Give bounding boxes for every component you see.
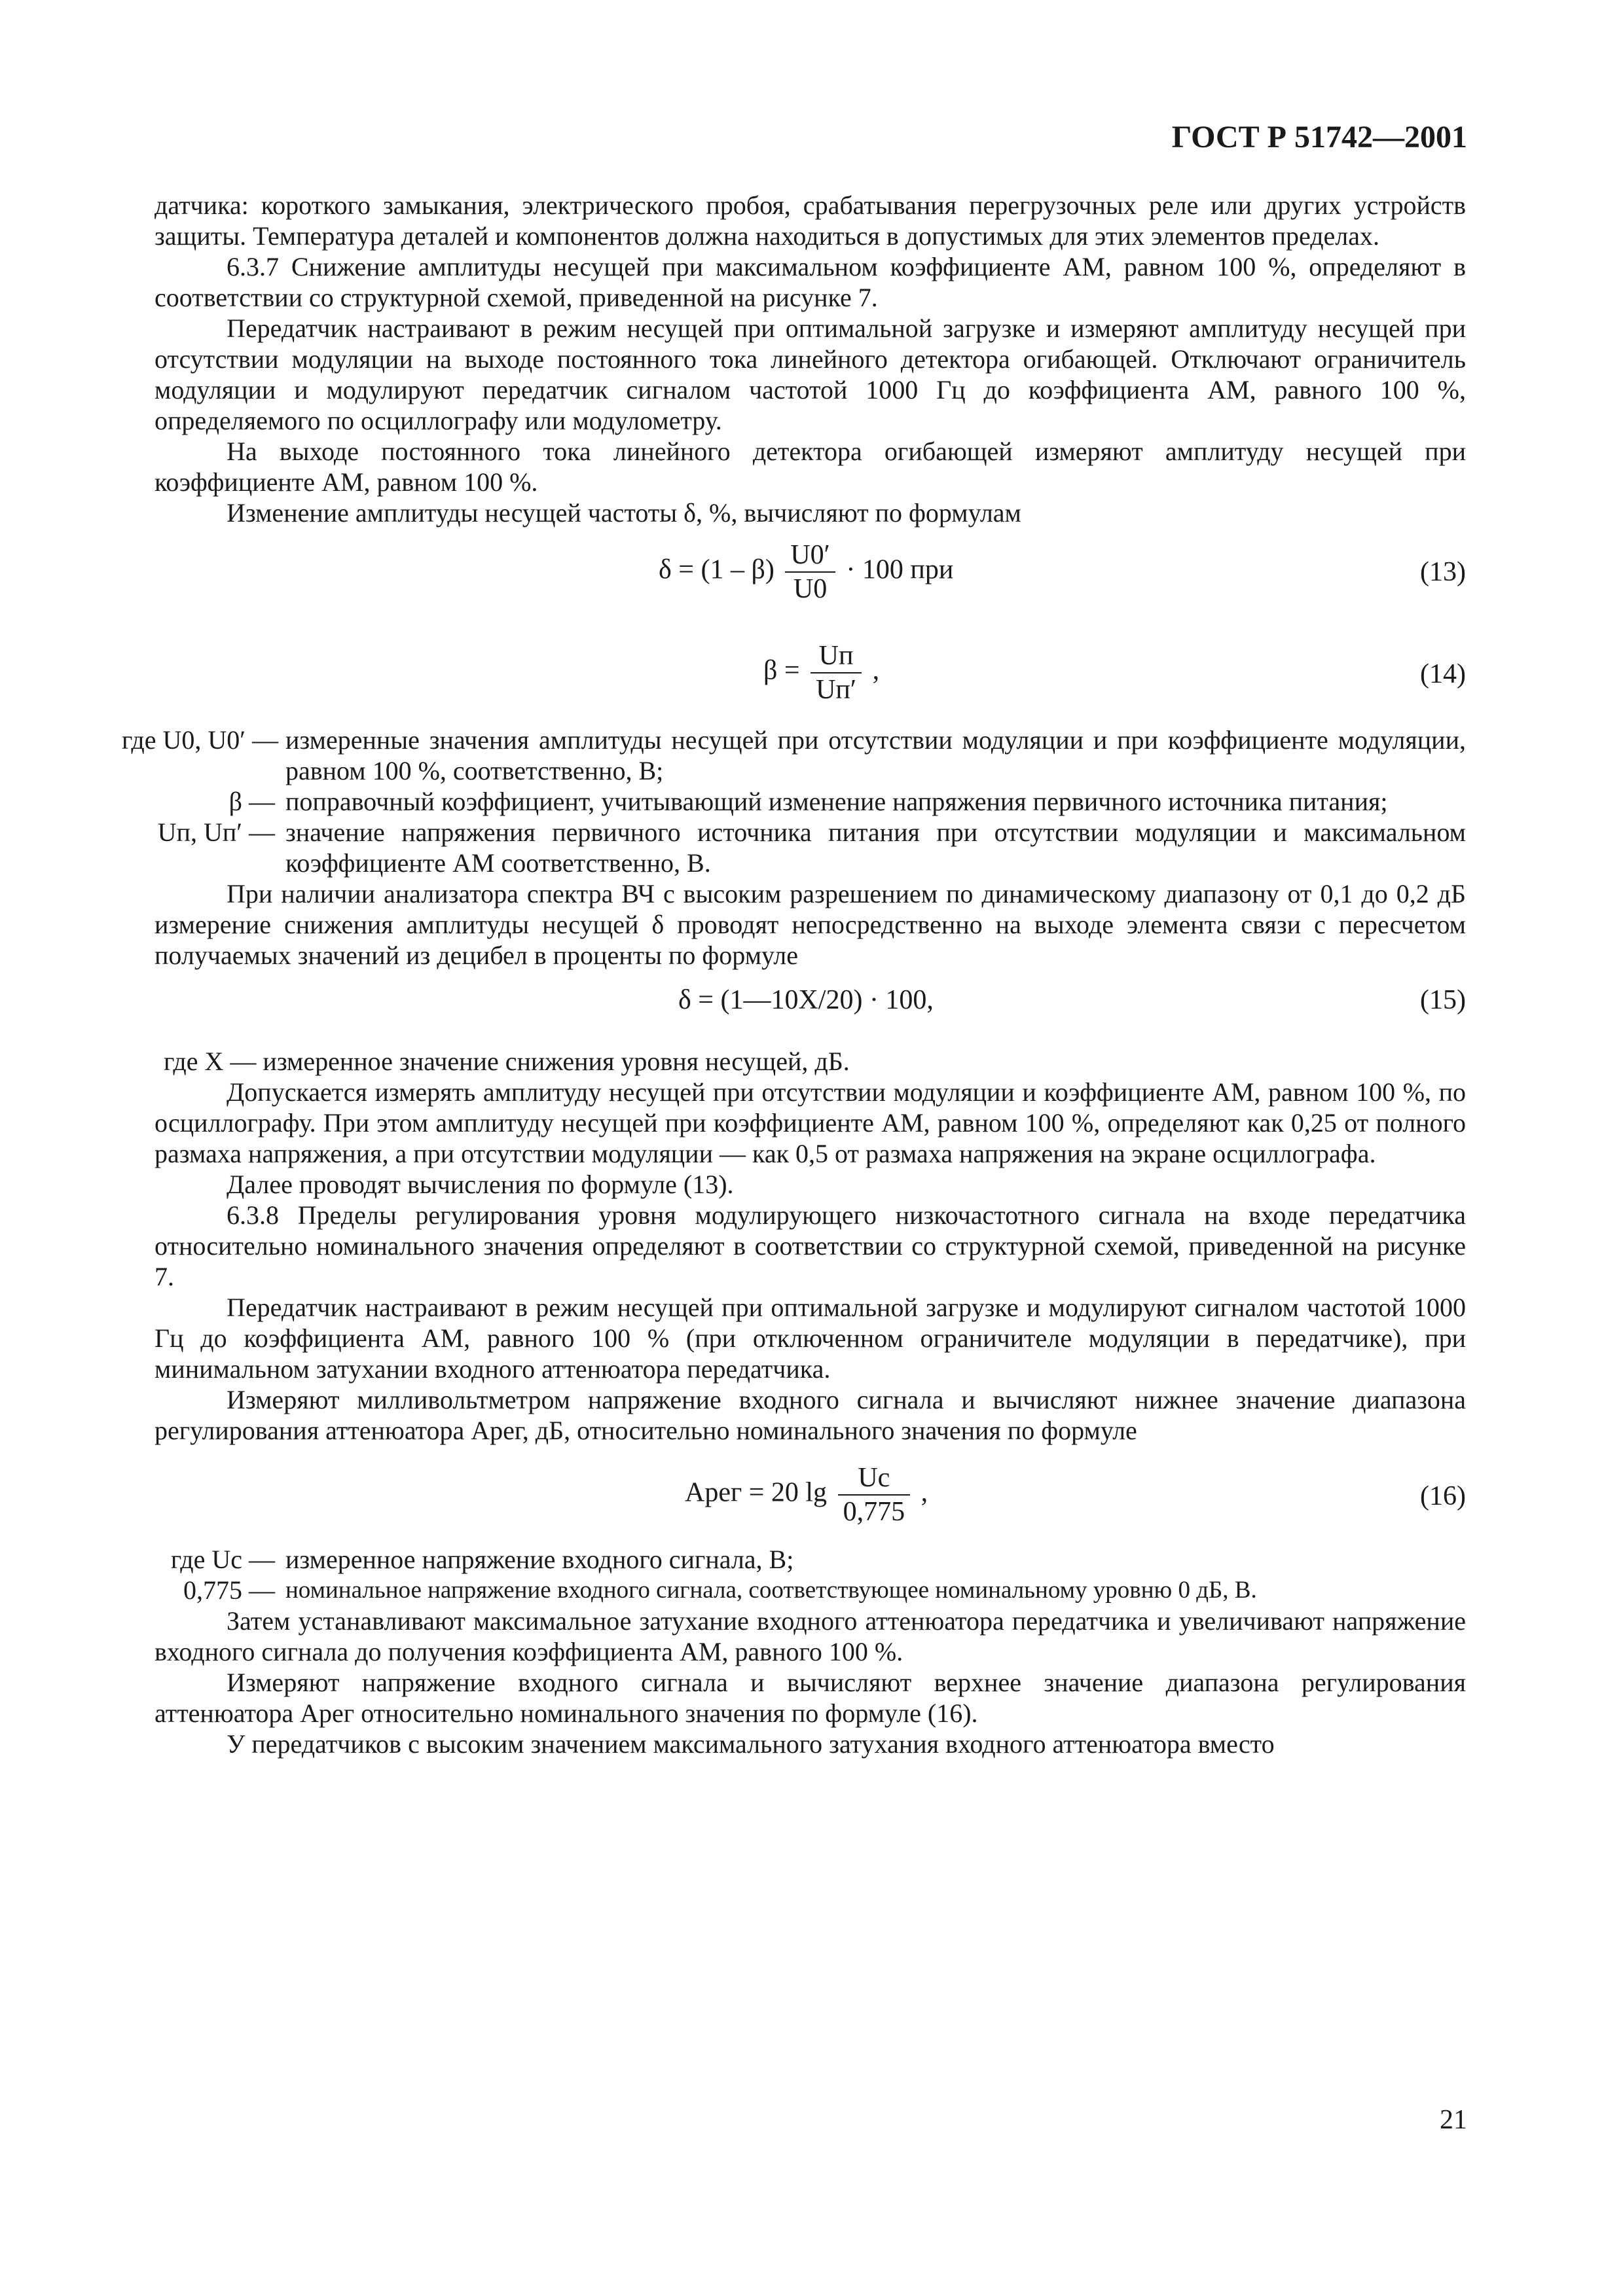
definition-text: измеренные значения амплитуды несущей при отсутствии модуляции и при коэффициенте модуляции, равном 100 %, соответственно, В; <box>285 725 1466 785</box>
definition-text: номинальное напряжение входного сигнала, соответствующее номинальному уровню 0 дБ, В. <box>285 1577 1257 1604</box>
formula-16-left: Aрег = 20 lg <box>685 1477 828 1508</box>
formula-16 <box>155 1446 1466 1544</box>
definition-row <box>122 817 1466 878</box>
definition-row <box>122 725 1466 786</box>
paragraph: Измеряют напряжение входного сигнала и вычисляют верхнее значение диапазона регулирования аттенюатора Aрег относительно номинального значения по формуле (16). <box>155 1668 1466 1728</box>
formula-13 <box>155 528 1466 613</box>
formula-14-left: β = <box>763 655 800 686</box>
definitions-13-14 <box>122 725 1466 878</box>
formula-16-right: , <box>921 1477 928 1508</box>
definition-text: значение напряжения первичного источника питания при отсутствии модуляции и максимальном коэффициенте АМ соответственно, В. <box>285 817 1466 878</box>
formula-15-number: (15) <box>1420 985 1466 1015</box>
document-header: ГОСТ Р 51742—2001 <box>1171 120 1467 154</box>
paragraph: датчика: короткого замыкания, электрического пробоя, срабатывания перегрузочных реле или других устройств защиты. Температура деталей и компонентов должна находиться в допустимых для этих элементов пределах. <box>155 190 1466 251</box>
formula-16-fraction <box>838 1462 911 1528</box>
definition-row <box>122 1575 1466 1605</box>
definition-row <box>122 1544 1466 1575</box>
formula-16-denominator: 0,775 <box>843 1497 905 1527</box>
formula-13-right: · 100 при <box>846 554 954 585</box>
formula-13-numerator: U0′ <box>785 539 835 573</box>
definition-text: измеренное напряжение входного сигнала, В; <box>285 1545 794 1574</box>
formula-15 <box>155 971 1466 1046</box>
paragraph: Передатчик настраивают в режим несущей при оптимальной загрузке и модулируют сигналом частотой 1000 Гц до коэффициента АМ, равного 100 % (при отключенном ограничителе модуляции в передатчике), при минимальном затухании входного аттенюатора передатчика. <box>155 1293 1466 1384</box>
formula-16-number: (16) <box>1420 1481 1466 1511</box>
paragraph: Измеряют милливольтметром напряжение входного сигнала и вычисляют нижнее значение диапазона регулирования аттенюатора Aрег, дБ, относительно номинального значения по формуле <box>155 1385 1466 1445</box>
definition-term: 0,775 — <box>183 1575 275 1605</box>
definition-term: где Uс — <box>170 1545 275 1574</box>
definition-text: поправочный коэффициент, учитывающий изменение напряжения первичного источника питания; <box>285 787 1388 816</box>
formula-14-fraction <box>811 639 862 706</box>
definition-term: где U0, U0′ — <box>122 725 279 755</box>
definition-term: Uп, Uп′ — <box>157 817 275 847</box>
formula-14-denominator: Uп′ <box>816 675 857 705</box>
paragraph: На выходе постоянного тока линейного детектора огибающей измеряют амплитуду несущей при коэффициенте АМ, равном 100 %. <box>155 437 1466 497</box>
formula-13-left: δ = (1 – β) <box>659 554 775 585</box>
formula-13-denominator: U0 <box>793 574 828 604</box>
paragraph-6-3-7: 6.3.7 Снижение амплитуды несущей при максимальном коэффициенте АМ, равном 100 %, определяют в соответствии со структурной схемой, приведенной на рисунке 7. <box>155 252 1466 312</box>
definition-row <box>122 786 1466 817</box>
paragraph: Изменение амплитуды несущей частоты δ, %, вычисляют по формулам <box>227 498 1021 528</box>
formula-14-number: (14) <box>1420 659 1466 689</box>
paragraph-6-3-8: 6.3.8 Пределы регулирования уровня модулирующего низкочастотного сигнала на входе передатчика относительно номинального значения определяют в соответствии со структурной схемой, приведенной на рисунке 7. <box>155 1200 1466 1291</box>
definitions-16 <box>122 1544 1466 1605</box>
formula-13-fraction <box>785 539 835 605</box>
definition-term: β — <box>228 787 275 816</box>
body-text <box>122 190 1466 1759</box>
page-number: 21 <box>1440 2105 1467 2135</box>
formula-16-numerator: Uс <box>838 1462 911 1496</box>
formula-13-number: (13) <box>1420 557 1466 587</box>
formula-14-numerator: Uп <box>811 639 862 673</box>
definition-x: где X — измеренное значение снижения уровня несущей, дБ. <box>164 1047 850 1076</box>
formula-14 <box>155 613 1466 725</box>
formula-14-right: , <box>872 655 880 686</box>
paragraph: Далее проводят вычисления по формуле (13). <box>227 1170 734 1199</box>
paragraph: У передатчиков с высоким значением максимального затухания входного аттенюатора вместо <box>227 1729 1275 1759</box>
paragraph: Допускается измерять амплитуду несущей при отсутствии модуляции и коэффициенте АМ, равном 100 %, по осциллографу. При этом амплитуду несущей при коэффициенте АМ, равном 100 %, определяют как 0,25 от полного размаха напряжения, а при отсутствии модуляции — как 0,5 от размаха напряжения на экране осциллографа. <box>155 1077 1466 1168</box>
paragraph: Передатчик настраивают в режим несущей при оптимальной загрузке и измеряют амплитуду несущей при отсутствии модуляции на выходе постоянного тока линейного детектора огибающей. Отключают ограничитель модуляции и модулируют передатчик сигналом частотой 1000 Гц до коэффициента АМ, равного 100 %, определяемого по осциллографу или модулометру. <box>155 314 1466 435</box>
paragraph: Затем устанавливают максимальное затухание входного аттенюатора передатчика и увеличивают напряжение входного сигнала до получения коэффициента АМ, равного 100 %. <box>155 1606 1466 1666</box>
formula-15-text: δ = (1—10X/20) · 100, <box>678 985 934 1015</box>
paragraph: При наличии анализатора спектра ВЧ с высоким разрешением по динамическому диапазону от 0,1 до 0,2 дБ измерение снижения амплитуды несущей δ проводят непосредственно на выходе элемента связи с пересчетом получаемых значений из децибел в проценты по формуле <box>155 879 1466 970</box>
